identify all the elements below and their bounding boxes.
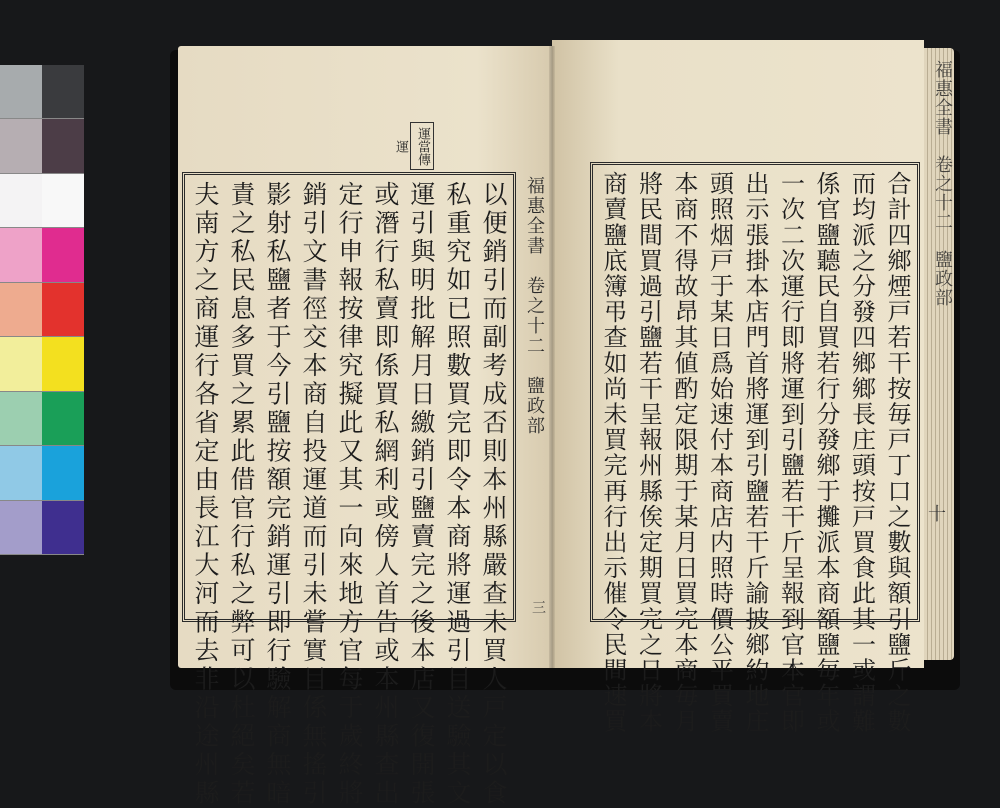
right-text-frame: [590, 162, 920, 735]
right-column: 頭照烟戸于某日爲始速付本商店内照時價公平買賣: [705, 171, 734, 735]
color-patch: [0, 446, 42, 499]
color-calibration-strip: [0, 65, 84, 555]
right-column: 將民間買過引鹽若干呈報州縣俟定期買完之日將本: [634, 171, 663, 735]
color-patch: [0, 501, 42, 554]
right-columns: [599, 171, 911, 735]
color-patch: [0, 65, 42, 118]
book-fold: [549, 46, 555, 668]
gutter-label: 運當傳運: [410, 122, 434, 170]
left-column: 影射私鹽者于今引鹽按額完銷運引即行驗解商無暗: [263, 181, 292, 808]
right-column: 而均派之分發四鄉鄉長庄頭按戸買食此其一或謂難: [847, 171, 876, 735]
right-column: 商賣鹽底簿弔查如尚未買完再行出示催令民間速買: [599, 171, 627, 735]
right-side-title: 福惠全書 卷之十二 鹽政部: [932, 60, 953, 307]
left-column: 夫南方之商運行各省定由長江大河而去非沿途州縣: [191, 181, 220, 808]
right-column: 本商不得故昂其値酌定限期于某月日買完本商毎月: [670, 171, 698, 735]
color-patch: [42, 337, 84, 390]
color-patch: [42, 119, 84, 172]
left-column: 或潛行私賣即係買私網利或傍人首告或本州縣查出: [371, 181, 400, 808]
color-patch: [42, 283, 84, 336]
left-column: 責之私民息多買之累此借官行私之弊可以杜絕矣若: [227, 181, 256, 808]
color-patch: [0, 337, 42, 390]
right-page-number: 十: [925, 504, 946, 522]
left-text-frame: [182, 172, 516, 808]
right-column: 出示張掛本店門首將運到引鹽若干斤諭披鄉約地庄: [741, 171, 769, 735]
color-patch: [0, 228, 42, 281]
color-patch: [42, 65, 84, 118]
left-page-number: 三: [530, 600, 546, 614]
color-patch: [0, 174, 42, 227]
left-columns: [191, 181, 508, 808]
right-column: 合計四鄉煙戸若干按毎戸丁口之數與額引鹽斤之數: [883, 171, 911, 735]
left-side-title: 福惠全書 卷之十二 鹽政部: [524, 176, 545, 436]
right-column: 一次二次運行即將運到引鹽若干斤呈報到官本官即: [776, 171, 805, 735]
left-column: 銷引文書徑交本商自投運道而引未嘗實目係無搖引: [299, 181, 328, 808]
color-patch: [0, 119, 42, 172]
left-column: 以便銷引而副考成否則本州縣嚴查未買人戸定以食: [479, 181, 508, 808]
color-patch: [42, 174, 84, 227]
left-column: 定行申報按律究擬此又其一向來地方官每于歲終將: [335, 181, 364, 808]
color-patch: [42, 446, 84, 499]
color-patch: [42, 228, 84, 281]
left-column: 運引與明批解月日繳銷引鹽賣完之後本店又復開張: [407, 181, 436, 808]
left-column: 私重究如已照數買完即令本商將運過引目送驗其文: [443, 181, 472, 808]
color-patch: [42, 501, 84, 554]
right-column: 係官鹽聽民自買若行分發鄉于攤派本商額鹽毎年或: [812, 171, 840, 735]
color-patch: [42, 392, 84, 445]
color-patch: [0, 392, 42, 445]
color-patch: [0, 283, 42, 336]
